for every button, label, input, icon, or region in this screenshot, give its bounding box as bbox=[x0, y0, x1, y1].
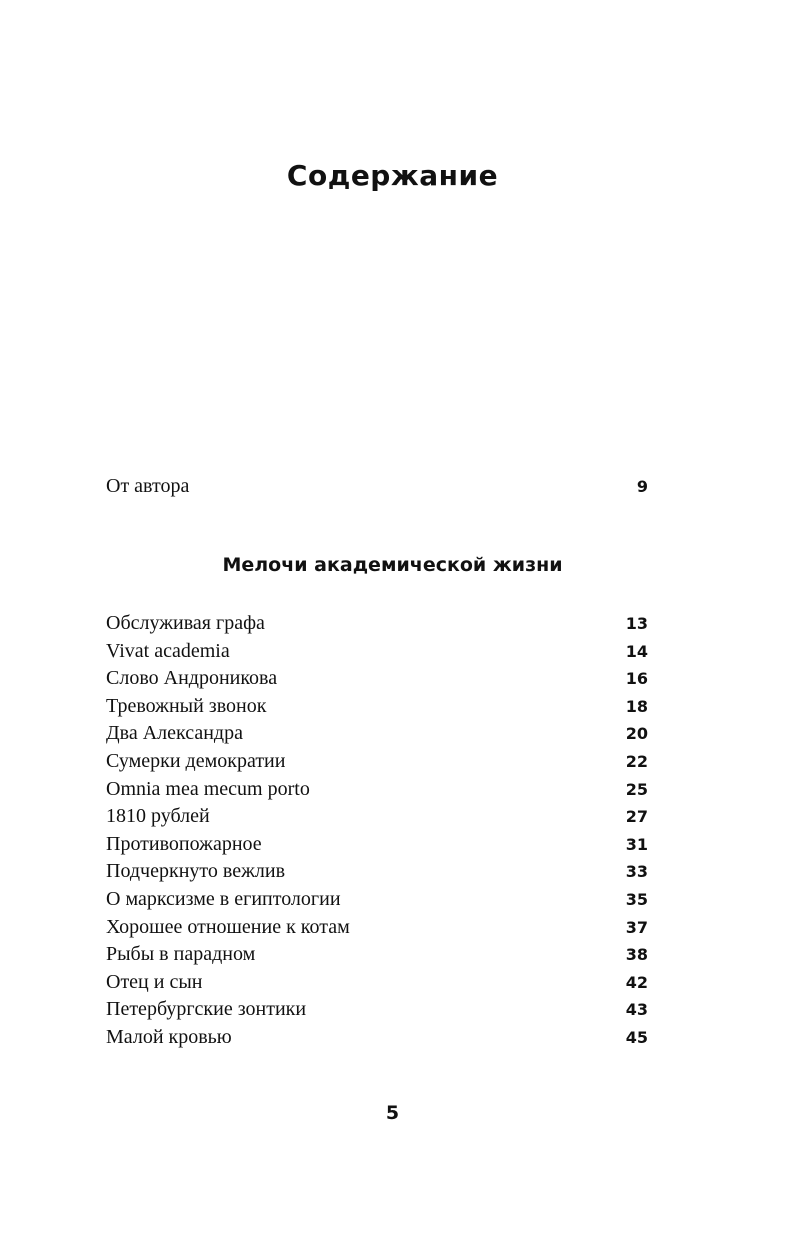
toc-entry bbox=[106, 913, 648, 941]
toc-entry-title: Слово Андроникова bbox=[106, 667, 278, 690]
toc-entry-title: 1810 рублей bbox=[106, 805, 210, 828]
toc-entry bbox=[106, 885, 648, 913]
toc-entry-page: 25 bbox=[625, 779, 648, 799]
toc-entry-page: 45 bbox=[625, 1027, 648, 1047]
toc-entry-page: 42 bbox=[625, 972, 648, 992]
toc-entry-page: 9 bbox=[636, 477, 648, 496]
toc-entry-title: Противопожарное bbox=[106, 832, 262, 855]
toc-entry-page: 13 bbox=[625, 614, 648, 633]
toc-entry bbox=[106, 968, 648, 996]
toc-entry bbox=[106, 692, 648, 720]
toc-entry-page: 33 bbox=[625, 862, 648, 882]
toc-entry bbox=[106, 830, 648, 858]
toc-entry bbox=[106, 802, 648, 830]
toc-entry-title: Отец и сын bbox=[106, 970, 203, 993]
toc-list bbox=[106, 609, 648, 1051]
toc-entry-title: Подчеркнуто вежлив bbox=[106, 860, 286, 883]
toc-entry-page: 18 bbox=[625, 696, 648, 716]
toc-entry bbox=[106, 995, 648, 1023]
toc-entry-page: 35 bbox=[625, 889, 648, 909]
toc-entry bbox=[106, 609, 648, 637]
toc-entry-title: Хорошее отношение к котам bbox=[106, 915, 350, 938]
toc-entry-title: Сумерки демократии bbox=[106, 749, 286, 772]
toc-entry bbox=[106, 719, 648, 747]
toc-entry bbox=[106, 664, 648, 692]
toc-entry-page: 14 bbox=[625, 641, 648, 661]
toc-entry bbox=[106, 857, 648, 885]
toc-entry bbox=[106, 637, 648, 665]
page-title: Содержание bbox=[286, 159, 499, 192]
toc-entry bbox=[106, 775, 648, 803]
toc-entry-page: 16 bbox=[625, 669, 648, 689]
toc-entry-title: Два Александра bbox=[106, 722, 243, 745]
section-heading: Мелочи академической жизни bbox=[222, 554, 563, 576]
toc-entry-page: 22 bbox=[625, 751, 648, 771]
toc-entry-intro bbox=[106, 472, 648, 500]
toc-entry-page: 38 bbox=[625, 945, 648, 965]
toc-entry-page: 31 bbox=[625, 834, 648, 854]
toc-entry-title: Тревожный звонок bbox=[106, 694, 267, 717]
toc-entry-title: Обслуживая графа bbox=[106, 612, 265, 634]
toc-entry-title: Omnia mea mecum porto bbox=[106, 777, 310, 800]
toc-entry-title: Малой кровью bbox=[106, 1025, 232, 1048]
toc-entry-page: 20 bbox=[625, 724, 648, 744]
toc-entry bbox=[106, 940, 648, 968]
page-number: 5 bbox=[385, 1102, 400, 1124]
toc-entry-title: Vivat academia bbox=[106, 639, 230, 662]
toc-entry-page: 27 bbox=[625, 807, 648, 827]
toc-entry-page: 43 bbox=[625, 1000, 648, 1020]
toc-entry bbox=[106, 1023, 648, 1051]
toc-entry-title: Рыбы в парадном bbox=[106, 943, 256, 966]
toc-entry bbox=[106, 747, 648, 775]
toc-entry-title: О марксизме в египтологии bbox=[106, 887, 341, 910]
toc-entry-title: Петербургские зонтики bbox=[106, 998, 307, 1021]
toc-entry-title: От автора bbox=[106, 475, 190, 497]
toc-entry-page: 37 bbox=[625, 917, 648, 937]
